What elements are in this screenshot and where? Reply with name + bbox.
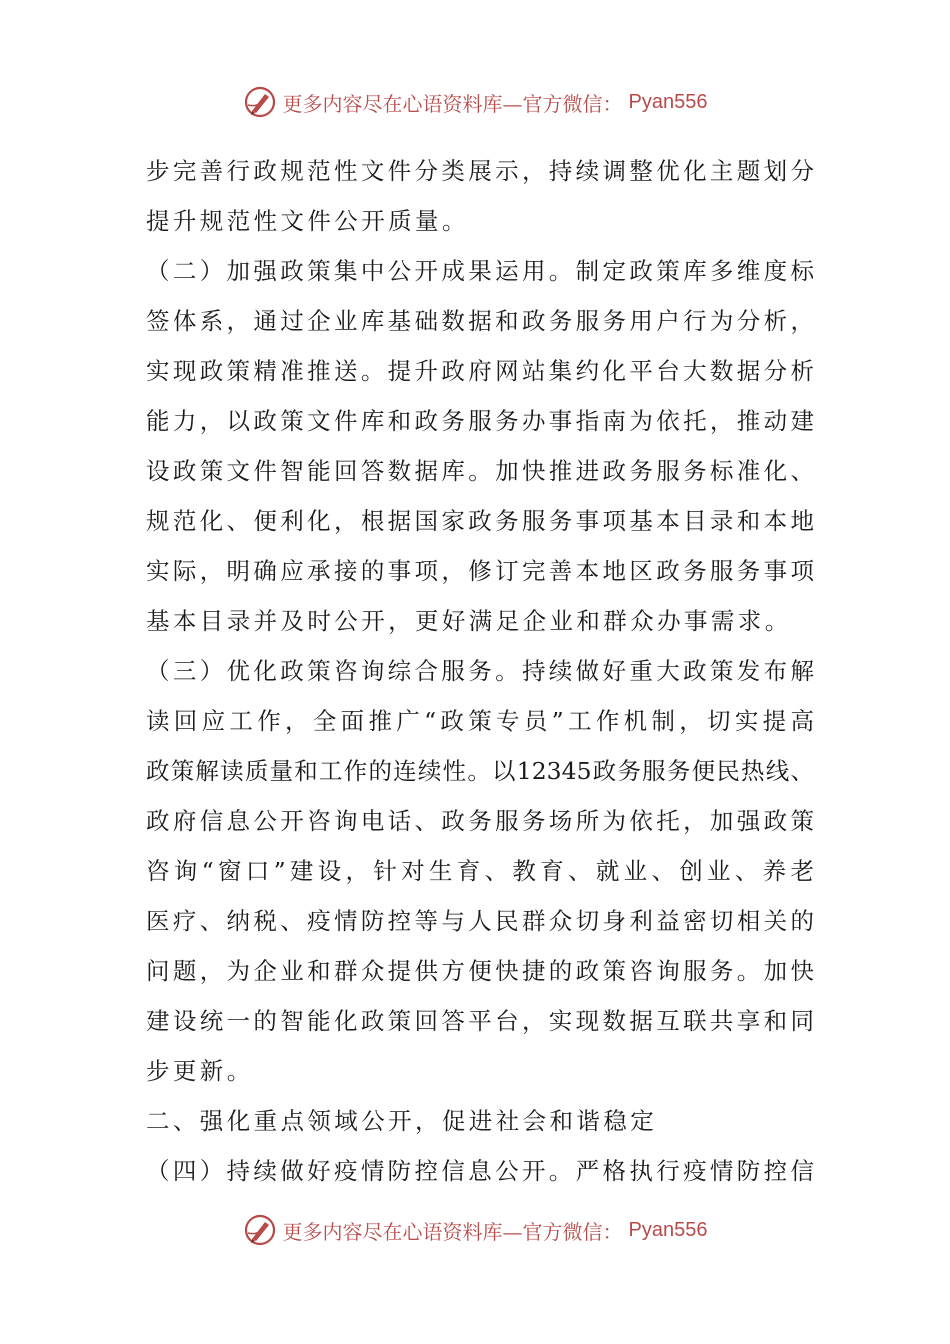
pen-logo-icon (243, 1213, 277, 1247)
text-line: （三）优化政策咨询综合服务。持续做好重大政策发布解 (146, 657, 814, 685)
text-line: （二）加强政策集中公开成果运用。制定政策库多维度标 (146, 257, 814, 285)
text-line: 规范化、便利化，根据国家政务服务事项基本目录和本地 (146, 507, 814, 535)
pen-logo-icon (243, 85, 277, 119)
text-line: 读回应工作，全面推广“政策专员”工作机制，切实提高 (146, 707, 814, 735)
text-line: 建设统一的智能化政策回答平台，实现数据互联共享和同 (146, 1007, 814, 1035)
text-line: 政府信息公开咨询电话、政务服务场所为依托，加强政策 (146, 807, 814, 835)
text-line: 步完善行政规范性文件分类展示，持续调整优化主题划分 (146, 157, 814, 185)
text-line: 政策解读质量和工作的连续性。以12345政务服务便民热线、 (146, 757, 814, 785)
text-line: 签体系，通过企业库基础数据和政务服务用户行为分析， (146, 307, 814, 335)
watermark-wechat-id: Pyan556 (628, 90, 708, 113)
text-line: 基本目录并及时公开，更好满足企业和群众办事需求。 (146, 607, 792, 635)
text-line: 设政策文件智能回答数据库。加快推进政务服务标准化、 (146, 457, 814, 485)
text-line: 提升规范性文件公开质量。 (146, 207, 469, 235)
text-line: 咨询“窗口”建设，针对生育、教育、就业、创业、养老 (146, 857, 814, 885)
text-line: 步更新。 (146, 1057, 254, 1085)
text-line: 能力，以政策文件库和政务服务办事指南为依托，推动建 (146, 407, 814, 435)
header-watermark (0, 82, 950, 122)
watermark-wechat-id: Pyan556 (628, 1218, 708, 1241)
text-line: 医疗、纳税、疫情防控等与人民群众切身利益密切相关的 (146, 907, 814, 935)
footer-watermark (0, 1210, 950, 1250)
watermark-text: 更多内容尽在心语资料库—官方微信： (282, 91, 623, 116)
text-line: 实际，明确应承接的事项，修订完善本地区政务服务事项 (146, 557, 814, 585)
watermark-text: 更多内容尽在心语资料库—官方微信： (282, 1219, 623, 1244)
text-line: 二、强化重点领域公开，促进社会和谐稳定 (146, 1107, 658, 1135)
text-line: 问题，为企业和群众提供方便快捷的政策咨询服务。加快 (146, 957, 814, 985)
document-body (146, 146, 814, 1196)
text-line: 实现政策精准推送。提升政府网站集约化平台大数据分析 (146, 357, 814, 385)
text-line: （四）持续做好疫情防控信息公开。严格执行疫情防控信 (146, 1157, 814, 1185)
